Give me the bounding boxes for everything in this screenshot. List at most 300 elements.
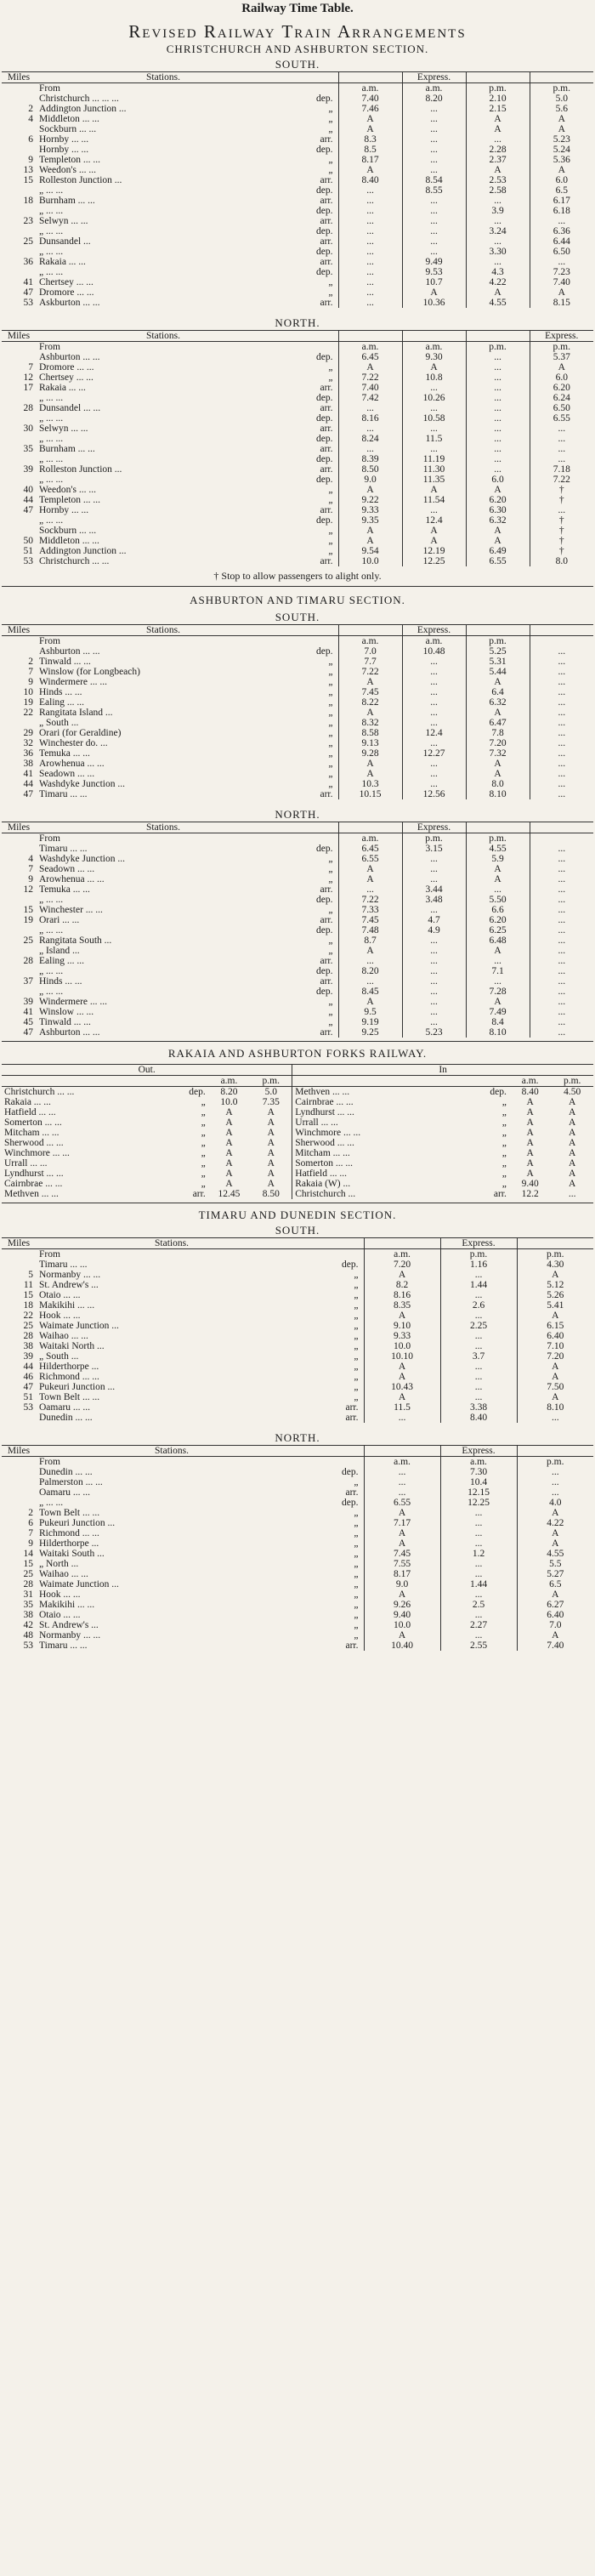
station-cell: Hinds ... ... xyxy=(39,976,82,987)
dep-arr-cell: „ xyxy=(328,495,333,505)
dep-arr-cell: „ xyxy=(328,104,333,114)
time-cell: 4.50 xyxy=(564,1087,581,1097)
time-cell: ... xyxy=(440,1538,517,1549)
station-cell: „ ... ... xyxy=(39,226,64,236)
time-cell: A xyxy=(466,124,530,134)
column-header xyxy=(402,331,466,342)
miles-cell xyxy=(2,206,36,216)
station-cell: „ ... ... xyxy=(39,475,64,485)
time-cell: ... xyxy=(466,134,530,145)
time-cell: 2.28 xyxy=(466,145,530,155)
table-row xyxy=(2,844,593,854)
dep-arr-cell: „ xyxy=(328,854,333,864)
time-cell: 2.53 xyxy=(466,175,530,185)
table-row xyxy=(2,1382,593,1392)
column-header xyxy=(364,1446,440,1457)
time-cell: p.m. xyxy=(440,1249,517,1260)
time-cell: A xyxy=(338,114,402,124)
time-cell: 7.22 xyxy=(338,895,402,905)
time-cell: p.m. xyxy=(517,1457,593,1468)
table-row xyxy=(2,789,593,799)
time-cell: A xyxy=(402,287,466,298)
time-cell: 9.40 xyxy=(364,1610,440,1620)
miles-cell xyxy=(2,267,36,277)
dep-arr-cell: arr. xyxy=(320,134,333,145)
time-cell: † xyxy=(530,526,593,536)
time-cell: 7.20 xyxy=(364,1260,440,1270)
table-row xyxy=(2,226,593,236)
miles-cell: 12 xyxy=(23,884,33,895)
time-cell: 9.26 xyxy=(364,1600,440,1610)
dep-arr-cell: „ xyxy=(328,864,333,874)
time-cell: ... xyxy=(402,145,466,155)
station-cell: „ ... ... xyxy=(39,434,64,444)
time-cell: ... xyxy=(402,854,466,864)
time-cell: 9.22 xyxy=(338,495,402,505)
station-cell: Templeton ... ... xyxy=(39,155,101,165)
dep-arr-cell: „ xyxy=(328,769,333,779)
time-cell: 2.27 xyxy=(440,1620,517,1630)
time-cell: ... xyxy=(402,708,466,718)
dep-arr-cell: dep. xyxy=(342,1498,359,1508)
table-row xyxy=(2,1351,593,1362)
table-row xyxy=(2,1017,593,1027)
time-cell: 7.40 xyxy=(517,1641,593,1651)
miles-cell: 28 xyxy=(23,403,33,413)
table-row xyxy=(2,1300,593,1311)
time-cell: 6.24 xyxy=(530,393,593,403)
time-cell: A xyxy=(530,165,593,175)
dep-arr-cell: arr. xyxy=(345,1413,359,1423)
time-cell: ... xyxy=(402,165,466,175)
miles-cell: 40 xyxy=(23,485,33,495)
miles-cell: 18 xyxy=(23,1300,33,1311)
miles-cell xyxy=(2,226,36,236)
station-cell: Dromore ... ... xyxy=(39,287,94,298)
time-cell: A xyxy=(338,485,402,495)
time-cell: 7.42 xyxy=(338,393,402,403)
time-cell: ... xyxy=(402,956,466,966)
dep-arr-cell: „ xyxy=(328,905,333,915)
column-header: Express. xyxy=(402,625,466,636)
table-row xyxy=(2,257,593,267)
time-cell: 10.7 xyxy=(402,277,466,287)
time-cell: 7.18 xyxy=(530,464,593,475)
time-cell: ... xyxy=(530,1027,593,1038)
dep-arr-cell: „ xyxy=(502,1128,507,1138)
station-cell: Chertsey ... ... xyxy=(39,372,94,383)
column-header: Stations. xyxy=(36,822,291,833)
time-cell: ... xyxy=(530,424,593,434)
station-cell: Middleton ... ... xyxy=(39,114,99,124)
time-cell: A xyxy=(338,708,402,718)
dep-arr-cell: dep. xyxy=(316,247,333,257)
dep-arr-cell: arr. xyxy=(320,789,333,799)
miles-cell: 44 xyxy=(23,779,33,789)
station-cell: Urrall ... ... xyxy=(292,1117,472,1128)
time-cell: ... xyxy=(338,257,402,267)
station-cell: Waitaki North ... xyxy=(39,1341,105,1351)
dep-arr-cell xyxy=(308,1249,364,1260)
dep-arr-cell: „ xyxy=(354,1579,359,1589)
time-cell: A xyxy=(569,1169,576,1179)
time-cell: ... xyxy=(402,424,466,434)
dep-arr-cell: „ xyxy=(328,372,333,383)
table-row xyxy=(2,925,593,935)
time-cell: ... xyxy=(402,444,466,454)
table-row xyxy=(2,1508,593,1518)
time-cell: A xyxy=(466,536,530,546)
time-cell: A xyxy=(530,287,593,298)
dep-arr-cell: arr. xyxy=(320,298,333,308)
table-row xyxy=(2,935,593,946)
station-cell: Sockburn ... ... xyxy=(39,124,97,134)
time-cell: A xyxy=(466,759,530,769)
time-cell: 7.23 xyxy=(530,267,593,277)
miles-cell xyxy=(2,434,36,444)
time-cell: ... xyxy=(568,1189,576,1199)
miles-cell: 7 xyxy=(28,864,33,874)
time-cell: 3.7 xyxy=(440,1351,517,1362)
table-row xyxy=(2,1610,593,1620)
miles-cell: 47 xyxy=(23,287,33,298)
time-cell: A xyxy=(569,1117,576,1128)
station-cell: Hook ... ... xyxy=(39,1589,81,1600)
dep-arr-cell: „ xyxy=(328,155,333,165)
miles-cell: 18 xyxy=(23,196,33,206)
station-cell: „ ... ... xyxy=(39,1498,64,1508)
miles-cell: 9 xyxy=(28,677,33,687)
dep-arr-cell: dep. xyxy=(316,185,333,196)
time-cell: ... xyxy=(338,196,402,206)
station-cell: Rakaia ... ... xyxy=(39,383,86,393)
station-cell: Richmond ... ... xyxy=(39,1528,99,1538)
time-cell: ... xyxy=(530,257,593,267)
time-cell: ... xyxy=(338,884,402,895)
miles-cell: 2 xyxy=(28,1508,33,1518)
station-cell: Urrall ... ... xyxy=(4,1158,48,1169)
miles-cell xyxy=(2,987,36,997)
station-cell: Windermere ... ... xyxy=(39,677,108,687)
time-cell: 7.40 xyxy=(338,94,402,104)
station-cell: Waihao ... ... xyxy=(39,1331,88,1341)
table-row xyxy=(2,1331,593,1341)
dep-arr-cell xyxy=(291,342,338,353)
station-cell: Rakaia ... ... xyxy=(4,1097,51,1107)
column-header: Express. xyxy=(402,72,466,83)
time-cell: ... xyxy=(402,155,466,165)
time-cell: ... xyxy=(338,403,402,413)
station-cell: Pukeuri Junction ... xyxy=(39,1382,116,1392)
time-cell: 8.5 xyxy=(338,145,402,155)
station-cell: Oamaru ... ... xyxy=(39,1402,91,1413)
dep-arr-cell: dep. xyxy=(316,515,333,526)
time-cell: 9.33 xyxy=(364,1331,440,1341)
time-cell: 5.24 xyxy=(530,145,593,155)
table-row xyxy=(2,403,593,413)
dep-arr-cell: dep. xyxy=(316,94,333,104)
time-cell: 7.30 xyxy=(440,1467,517,1477)
s2-south-table xyxy=(2,624,593,799)
time-cell: A xyxy=(569,1179,576,1189)
table-row xyxy=(2,636,593,647)
time-cell: ... xyxy=(440,1270,517,1280)
time-cell: ... xyxy=(338,226,402,236)
table-row xyxy=(2,966,593,976)
table-row xyxy=(2,83,593,94)
dep-arr-cell: arr. xyxy=(320,216,333,226)
time-cell: p.m. xyxy=(466,342,530,353)
dep-arr-cell: „ xyxy=(354,1290,359,1300)
dep-arr-cell: „ xyxy=(354,1610,359,1620)
time-cell: 4.55 xyxy=(517,1549,593,1559)
column-header xyxy=(338,331,402,342)
miles-cell: 44 xyxy=(23,495,33,505)
time-cell: A xyxy=(338,526,402,536)
station-cell: Timaru ... ... xyxy=(39,789,88,799)
dep-arr-cell: „ xyxy=(328,165,333,175)
dep-arr-cell xyxy=(291,636,338,647)
time-cell: A xyxy=(338,997,402,1007)
miles-cell: 22 xyxy=(23,1311,33,1321)
time-cell: 11.5 xyxy=(402,434,466,444)
dep-arr-cell xyxy=(291,833,338,844)
miles-cell xyxy=(2,1477,36,1487)
dep-arr-cell: dep. xyxy=(316,434,333,444)
column-header: Express. xyxy=(440,1446,517,1457)
miles-cell: 53 xyxy=(23,298,33,308)
table-row xyxy=(2,505,593,515)
time-cell: ... xyxy=(466,403,530,413)
time-cell: 12.25 xyxy=(402,556,466,566)
table-row xyxy=(2,434,593,444)
station-cell: Rolleston Junction ... xyxy=(39,175,122,185)
column-header: Express. xyxy=(402,822,466,833)
time-cell: A xyxy=(364,1372,440,1382)
column-header xyxy=(308,1238,364,1249)
time-cell: 5.5 xyxy=(517,1559,593,1569)
dep-arr-cell: „ xyxy=(502,1117,507,1128)
station-cell: Winchester do. ... xyxy=(39,738,108,748)
time-cell: a.m. xyxy=(338,342,402,353)
miles-cell: 10 xyxy=(23,687,33,697)
time-cell: ... xyxy=(402,718,466,728)
miles-cell: 23 xyxy=(23,216,33,226)
station-cell: Methven ... ... xyxy=(4,1189,59,1199)
column-header xyxy=(466,822,530,833)
time-cell: p.m. xyxy=(517,1249,593,1260)
dep-arr-cell: „ xyxy=(354,1311,359,1321)
station-cell: „ South ... xyxy=(39,718,79,728)
miles-cell xyxy=(2,946,36,956)
table-row xyxy=(2,145,593,155)
table-row xyxy=(2,987,593,997)
station-cell: Christchurch ... ... xyxy=(39,556,110,566)
time-cell: ... xyxy=(530,718,593,728)
time-cell: 1.2 xyxy=(440,1549,517,1559)
time-cell: ... xyxy=(440,1528,517,1538)
time-cell: ... xyxy=(402,966,466,976)
dep-arr-cell: arr. xyxy=(320,444,333,454)
time-cell: 7.20 xyxy=(517,1351,593,1362)
station-cell: Hilderthorpe ... xyxy=(39,1362,99,1372)
time-cell: ... xyxy=(530,976,593,987)
station-cell: Washdyke Junction ... xyxy=(39,779,125,789)
miles-cell xyxy=(2,247,36,257)
s3-out-header: Out. xyxy=(2,1065,292,1076)
station-cell: Lyndhurst ... ... xyxy=(4,1169,64,1179)
time-cell: A xyxy=(466,997,530,1007)
miles-cell: 17 xyxy=(23,383,33,393)
miles-cell xyxy=(2,1498,36,1508)
time-cell: A xyxy=(466,677,530,687)
time-cell: ... xyxy=(530,966,593,976)
time-cell: A xyxy=(402,485,466,495)
column-header xyxy=(517,1238,593,1249)
station-cell: Middleton ... ... xyxy=(39,536,99,546)
time-cell: A xyxy=(402,526,466,536)
time-cell: 7.49 xyxy=(466,1007,530,1017)
time-cell: 4.55 xyxy=(466,844,530,854)
time-cell: ... xyxy=(402,1017,466,1027)
column-header xyxy=(338,822,402,833)
miles-cell: 48 xyxy=(23,1630,33,1641)
time-cell: 10.0 xyxy=(364,1341,440,1351)
table-row xyxy=(2,1117,593,1128)
miles-cell: 4 xyxy=(28,114,33,124)
table-row xyxy=(2,287,593,298)
column-header: Stations. xyxy=(36,72,291,83)
time-cell: ... xyxy=(466,236,530,247)
time-cell: ... xyxy=(530,216,593,226)
time-cell: ... xyxy=(517,1487,593,1498)
time-cell: ... xyxy=(402,196,466,206)
time-cell: ... xyxy=(530,789,593,799)
station-cell: Sherwood ... ... xyxy=(292,1138,472,1148)
s4-north-title: NORTH. xyxy=(275,1431,320,1444)
time-cell: 9.40 xyxy=(521,1179,539,1189)
time-cell: 12.25 xyxy=(440,1498,517,1508)
time-cell: a.m. xyxy=(364,1457,440,1468)
time-cell: 9.25 xyxy=(338,1027,402,1038)
time-cell: 5.50 xyxy=(466,895,530,905)
table-row xyxy=(2,687,593,697)
time-cell: ... xyxy=(530,997,593,1007)
station-cell: Somerton ... ... xyxy=(4,1117,62,1128)
time-cell: A xyxy=(225,1158,233,1169)
main-title: Revised Railway Train Arrangements xyxy=(128,21,467,42)
time-cell: 6.20 xyxy=(466,915,530,925)
s3-in-header: In xyxy=(292,1065,593,1076)
time-cell: 6.50 xyxy=(530,403,593,413)
s1-south-table xyxy=(2,71,593,308)
time-cell: ... xyxy=(440,1508,517,1518)
time-cell: ... xyxy=(530,687,593,697)
time-cell: 7.46 xyxy=(338,104,402,114)
time-cell: ... xyxy=(364,1413,440,1423)
time-cell: 12.2 xyxy=(521,1189,539,1199)
time-cell xyxy=(530,636,593,647)
time-cell: 10.0 xyxy=(338,556,402,566)
dep-arr-cell: „ xyxy=(354,1600,359,1610)
time-cell: 9.0 xyxy=(338,475,402,485)
station-cell: Addington Junction ... xyxy=(39,104,127,114)
station-cell: „ ... ... xyxy=(39,515,64,526)
time-cell: ... xyxy=(530,935,593,946)
table-row xyxy=(2,1311,593,1321)
time-cell: 4.7 xyxy=(402,915,466,925)
miles-cell: 19 xyxy=(23,915,33,925)
station-cell: „ ... ... xyxy=(39,206,64,216)
miles-cell: 47 xyxy=(23,1382,33,1392)
dep-arr-cell: „ xyxy=(328,277,333,287)
time-cell: A xyxy=(267,1117,275,1128)
station-cell: Dunedin ... ... xyxy=(39,1467,93,1477)
table-row xyxy=(2,114,593,124)
miles-cell xyxy=(2,454,36,464)
time-cell: ... xyxy=(402,104,466,114)
time-cell: ... xyxy=(530,874,593,884)
station-cell: Cairnbrae ... ... xyxy=(4,1179,63,1189)
time-cell: 6.36 xyxy=(530,226,593,236)
time-cell: ... xyxy=(466,196,530,206)
dep-arr-cell: „ xyxy=(201,1179,206,1189)
miles-cell: 39 xyxy=(23,997,33,1007)
time-cell: ... xyxy=(466,383,530,393)
table-row xyxy=(2,342,593,353)
time-cell: 6.5 xyxy=(517,1579,593,1589)
time-cell: A xyxy=(364,1362,440,1372)
table-row xyxy=(2,1457,593,1468)
miles-cell: 9 xyxy=(28,1538,33,1549)
dep-arr-cell: „ xyxy=(201,1158,206,1169)
time-cell: A xyxy=(364,1508,440,1518)
column-header xyxy=(517,1446,593,1457)
station-cell: Seadown ... ... xyxy=(39,769,95,779)
dep-arr-cell: „ xyxy=(354,1321,359,1331)
table-row xyxy=(2,718,593,728)
column-header xyxy=(308,1446,364,1457)
column-header xyxy=(291,331,338,342)
time-cell: 8.22 xyxy=(338,697,402,708)
dep-arr-cell: „ xyxy=(354,1569,359,1579)
miles-cell: 51 xyxy=(23,546,33,556)
column-header xyxy=(338,625,402,636)
time-cell: 8.20 xyxy=(220,1087,238,1097)
table-row xyxy=(2,833,593,844)
miles-cell: 2 xyxy=(28,657,33,667)
column-header xyxy=(466,625,530,636)
time-cell: 7.28 xyxy=(466,987,530,997)
time-cell: 6.45 xyxy=(338,844,402,854)
miles-cell: 53 xyxy=(23,1402,33,1413)
table-row xyxy=(2,1128,593,1138)
station-cell: St. Andrew's ... xyxy=(39,1280,99,1290)
miles-cell: 28 xyxy=(23,1579,33,1589)
table-row xyxy=(2,657,593,667)
time-cell: 10.0 xyxy=(364,1620,440,1630)
time-cell: 4.3 xyxy=(466,267,530,277)
dep-arr-cell: „ xyxy=(354,1372,359,1382)
miles-cell: 15 xyxy=(23,175,33,185)
table-row xyxy=(2,475,593,485)
table-row xyxy=(2,1087,593,1098)
time-cell: 8.54 xyxy=(402,175,466,185)
time-cell: ... xyxy=(402,769,466,779)
time-cell: ... xyxy=(530,677,593,687)
dep-arr-cell: „ xyxy=(502,1179,507,1189)
station-cell: Arowhenua ... ... xyxy=(39,874,105,884)
